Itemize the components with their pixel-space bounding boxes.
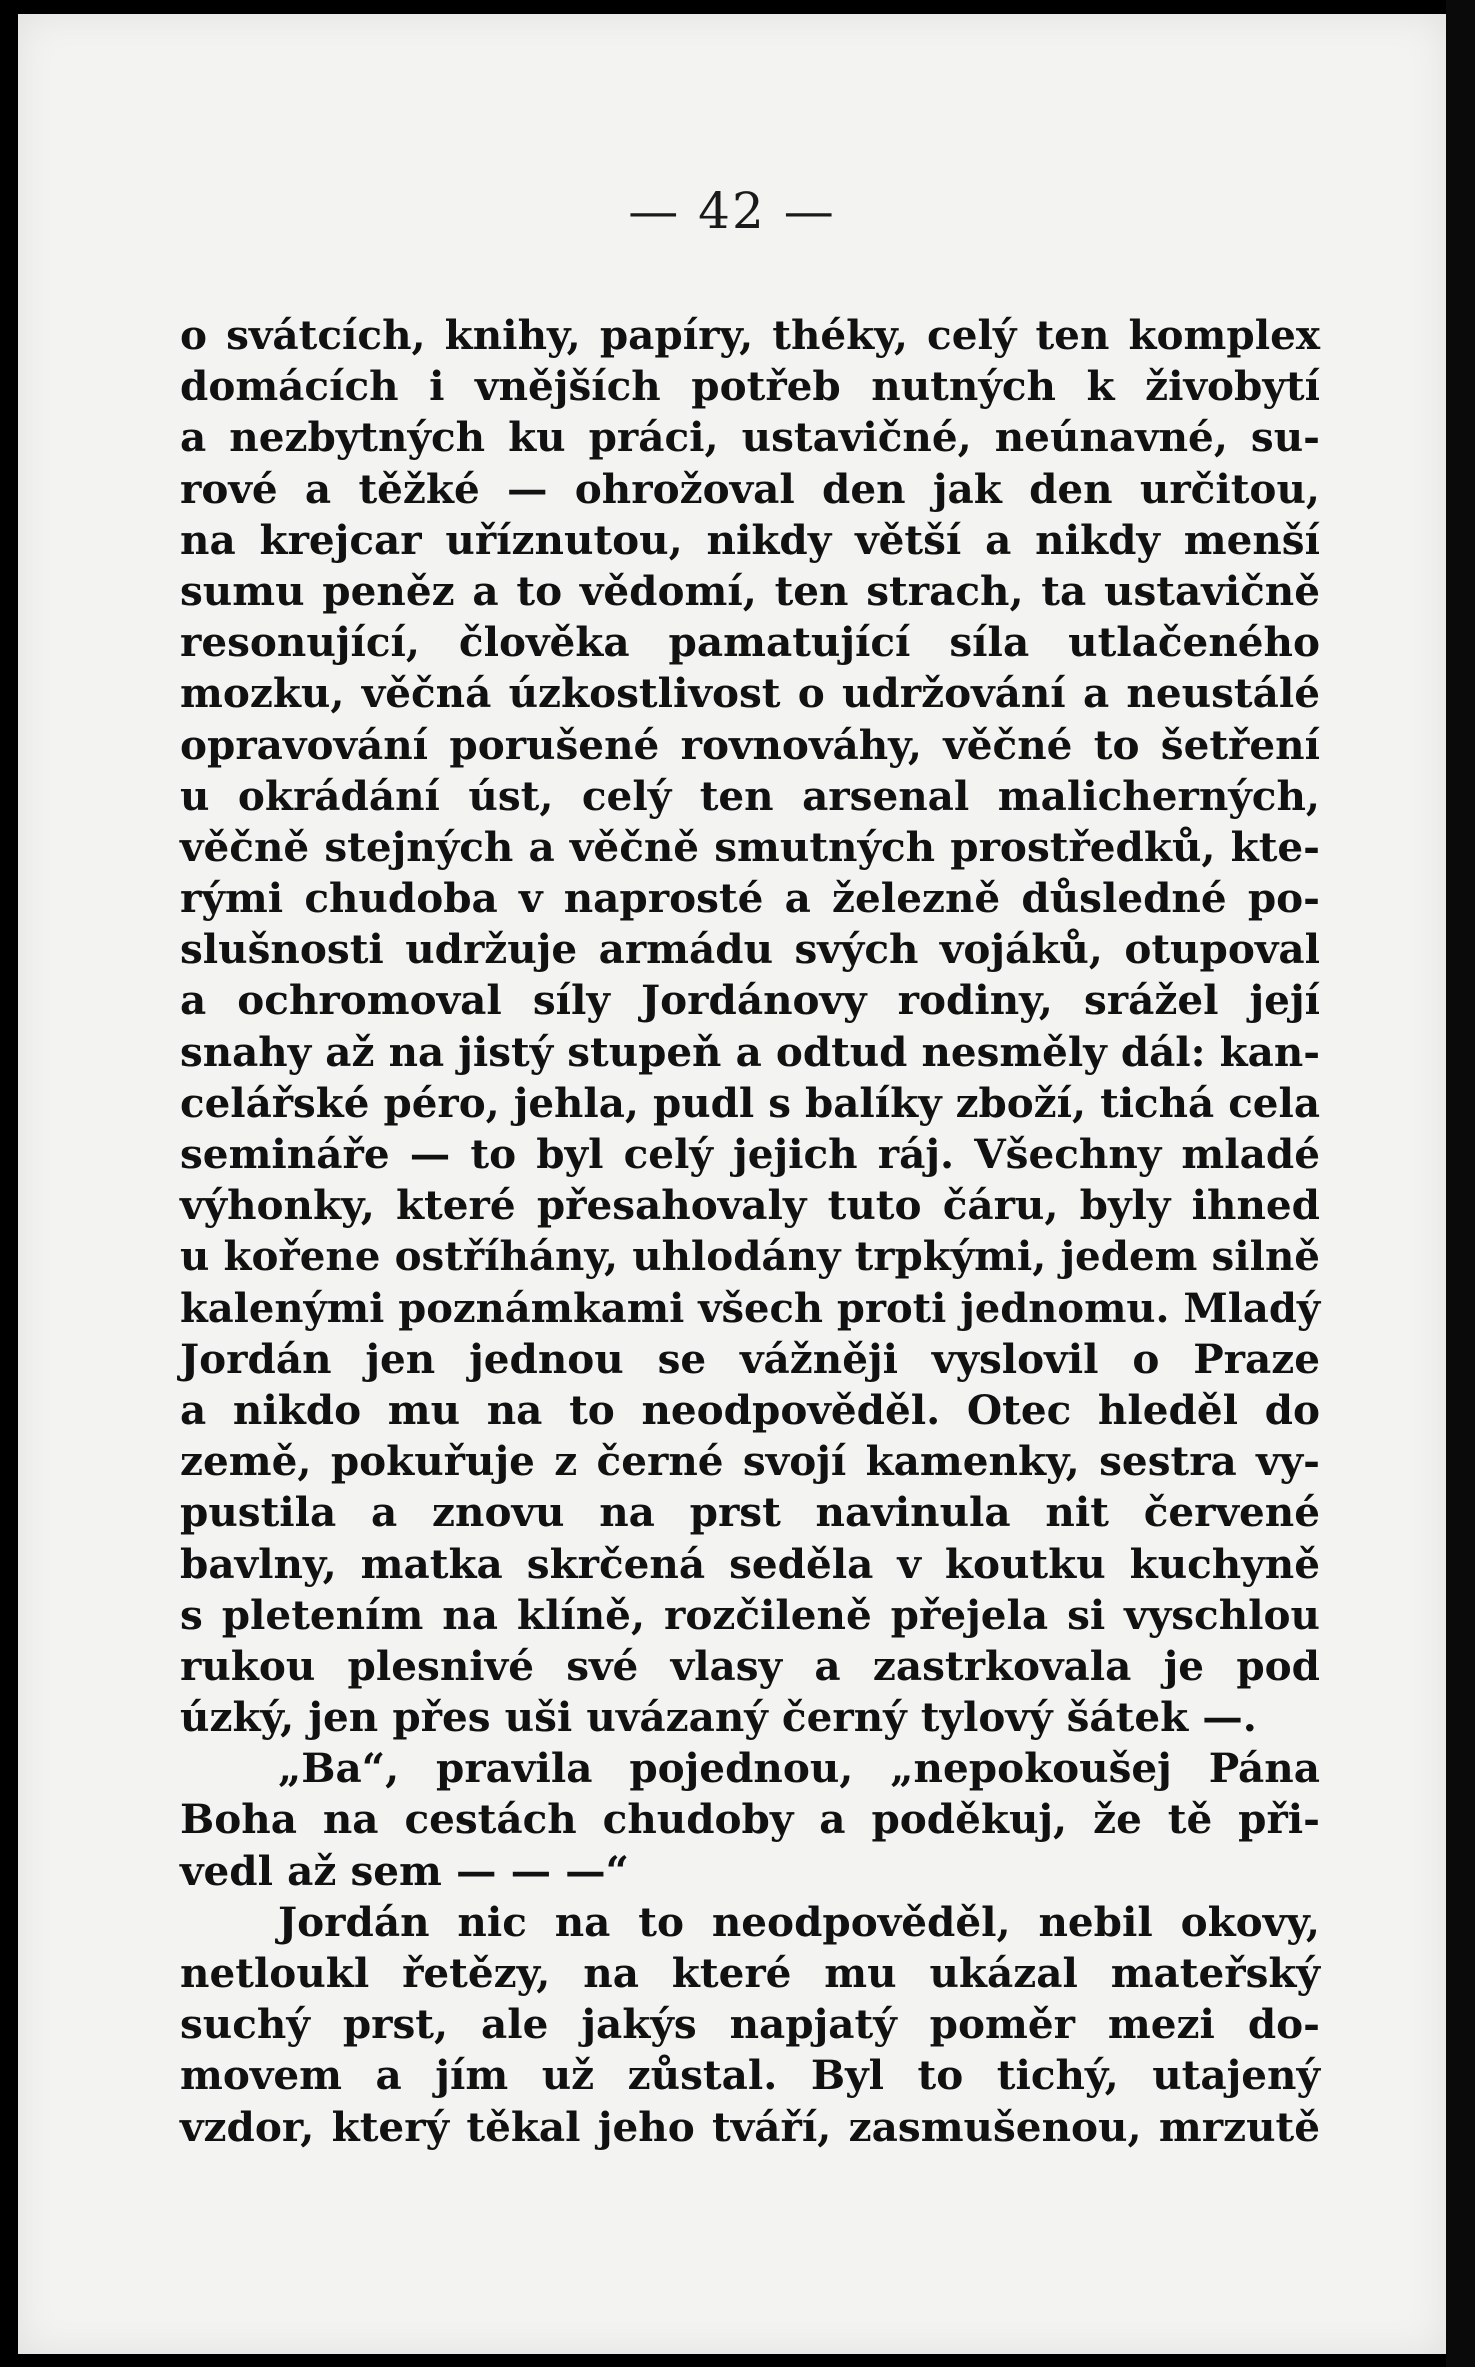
text-line: rukou plesnivé své vlasy a zastrkovala je pod [180,1641,1320,1690]
text-line: snahy až na jistý stupeň a odtud nesměly dál: kan- [180,1027,1320,1076]
text-line: vzdor, který těkal jeho tváří, zasmušenou, mrzutě [180,2102,1320,2151]
text-line: u kořene ostříhány, uhlodány trpkými, jedem silně [180,1232,1320,1281]
text-line: Boha na cestách chudoby a poděkuj, že tě při- [180,1795,1320,1844]
text-line: a nezbytných ku práci, ustavičné, neúnavné, su- [180,413,1320,462]
text-line: slušnosti udržuje armádu svých vojáků, otupoval [180,925,1320,974]
text-line: s pletením na klíně, rozčileně přejela si vyschlou [180,1590,1320,1639]
text-line: resonující, člověka pamatující síla utlačeného [180,618,1320,667]
text-line: země, pokuřuje z černé svojí kamenky, sestra vy- [180,1437,1320,1486]
text-line: kalenými poznámkami všech proti jednomu. Mladý [180,1284,1321,1332]
text-line: semináře — to byl celý jejich ráj. Všechny mladé [180,1130,1320,1178]
text-line: Jordán nic na to neodpověděl, nebil okovy, [278,1897,1320,1946]
text-line: u okrádání úst, celý ten arsenal malicherných, [180,771,1320,820]
text-line: movem a jím už zůstal. Byl to tichý, utajený [180,2051,1320,2100]
text-line: sumu peněz a to vědomí, ten strach, ta ustavičně [180,566,1320,615]
text-line: věčně stejných a věčně smutných prostředků, kte- [180,822,1320,871]
text-line: výhonky, které přesahovaly tuto čáru, byly ihned [180,1181,1320,1230]
text-line: domácích i vnějších potřeb nutných k živobytí [180,362,1320,411]
text-line: rými chudoba v naprosté a železně důsledné po- [180,874,1320,923]
text-line: o svátcích, knihy, papíry, théky, celý ten komplex [180,311,1320,359]
text-line: na krejcar uříznutou, nikdy větší a nikdy menší [180,515,1320,564]
text-line: bavlny, matka skrčená seděla v koutku kuchyně [180,1539,1320,1588]
scan-edge [1446,0,1475,2367]
text-line: pustila a znovu na prst navinula nit červené [180,1488,1320,1537]
text-line: a ochromoval síly Jordánovy rodiny, srážel její [180,976,1320,1025]
text-line: a nikdo mu na to neodpověděl. Otec hleděl do [180,1385,1320,1434]
text-line: úzký, jen přes uši uvázaný černý tylový šátek —. [180,1693,1257,1742]
body-text [180,310,1320,2153]
text-line: Jordán jen jednou se vážněji vyslovil o Praze [180,1334,1320,1383]
book-page [18,14,1446,2354]
text-line: suchý prst, ale jakýs napjatý poměr mezi do- [180,2000,1320,2049]
text-line: rové a těžké — ohrožoval den jak den určitou, [180,464,1320,513]
text-line: opravování porušené rovnováhy, věčné to šetření [180,720,1320,769]
text-line: netloukl řetězy, na které mu ukázal mateřský [180,1949,1320,1997]
text-line: vedl až sem — — —“ [180,1846,629,1895]
page-number: — 42 — [628,182,836,240]
text-line: mozku, věčná úzkostlivost o udržování a neustálé [180,669,1320,718]
text-line: celářské péro, jehla, pudl s balíky zboží, tichá cela [180,1078,1320,1127]
text-line: „Ba“, pravila pojednou, „nepokoušej Pána [278,1744,1320,1793]
